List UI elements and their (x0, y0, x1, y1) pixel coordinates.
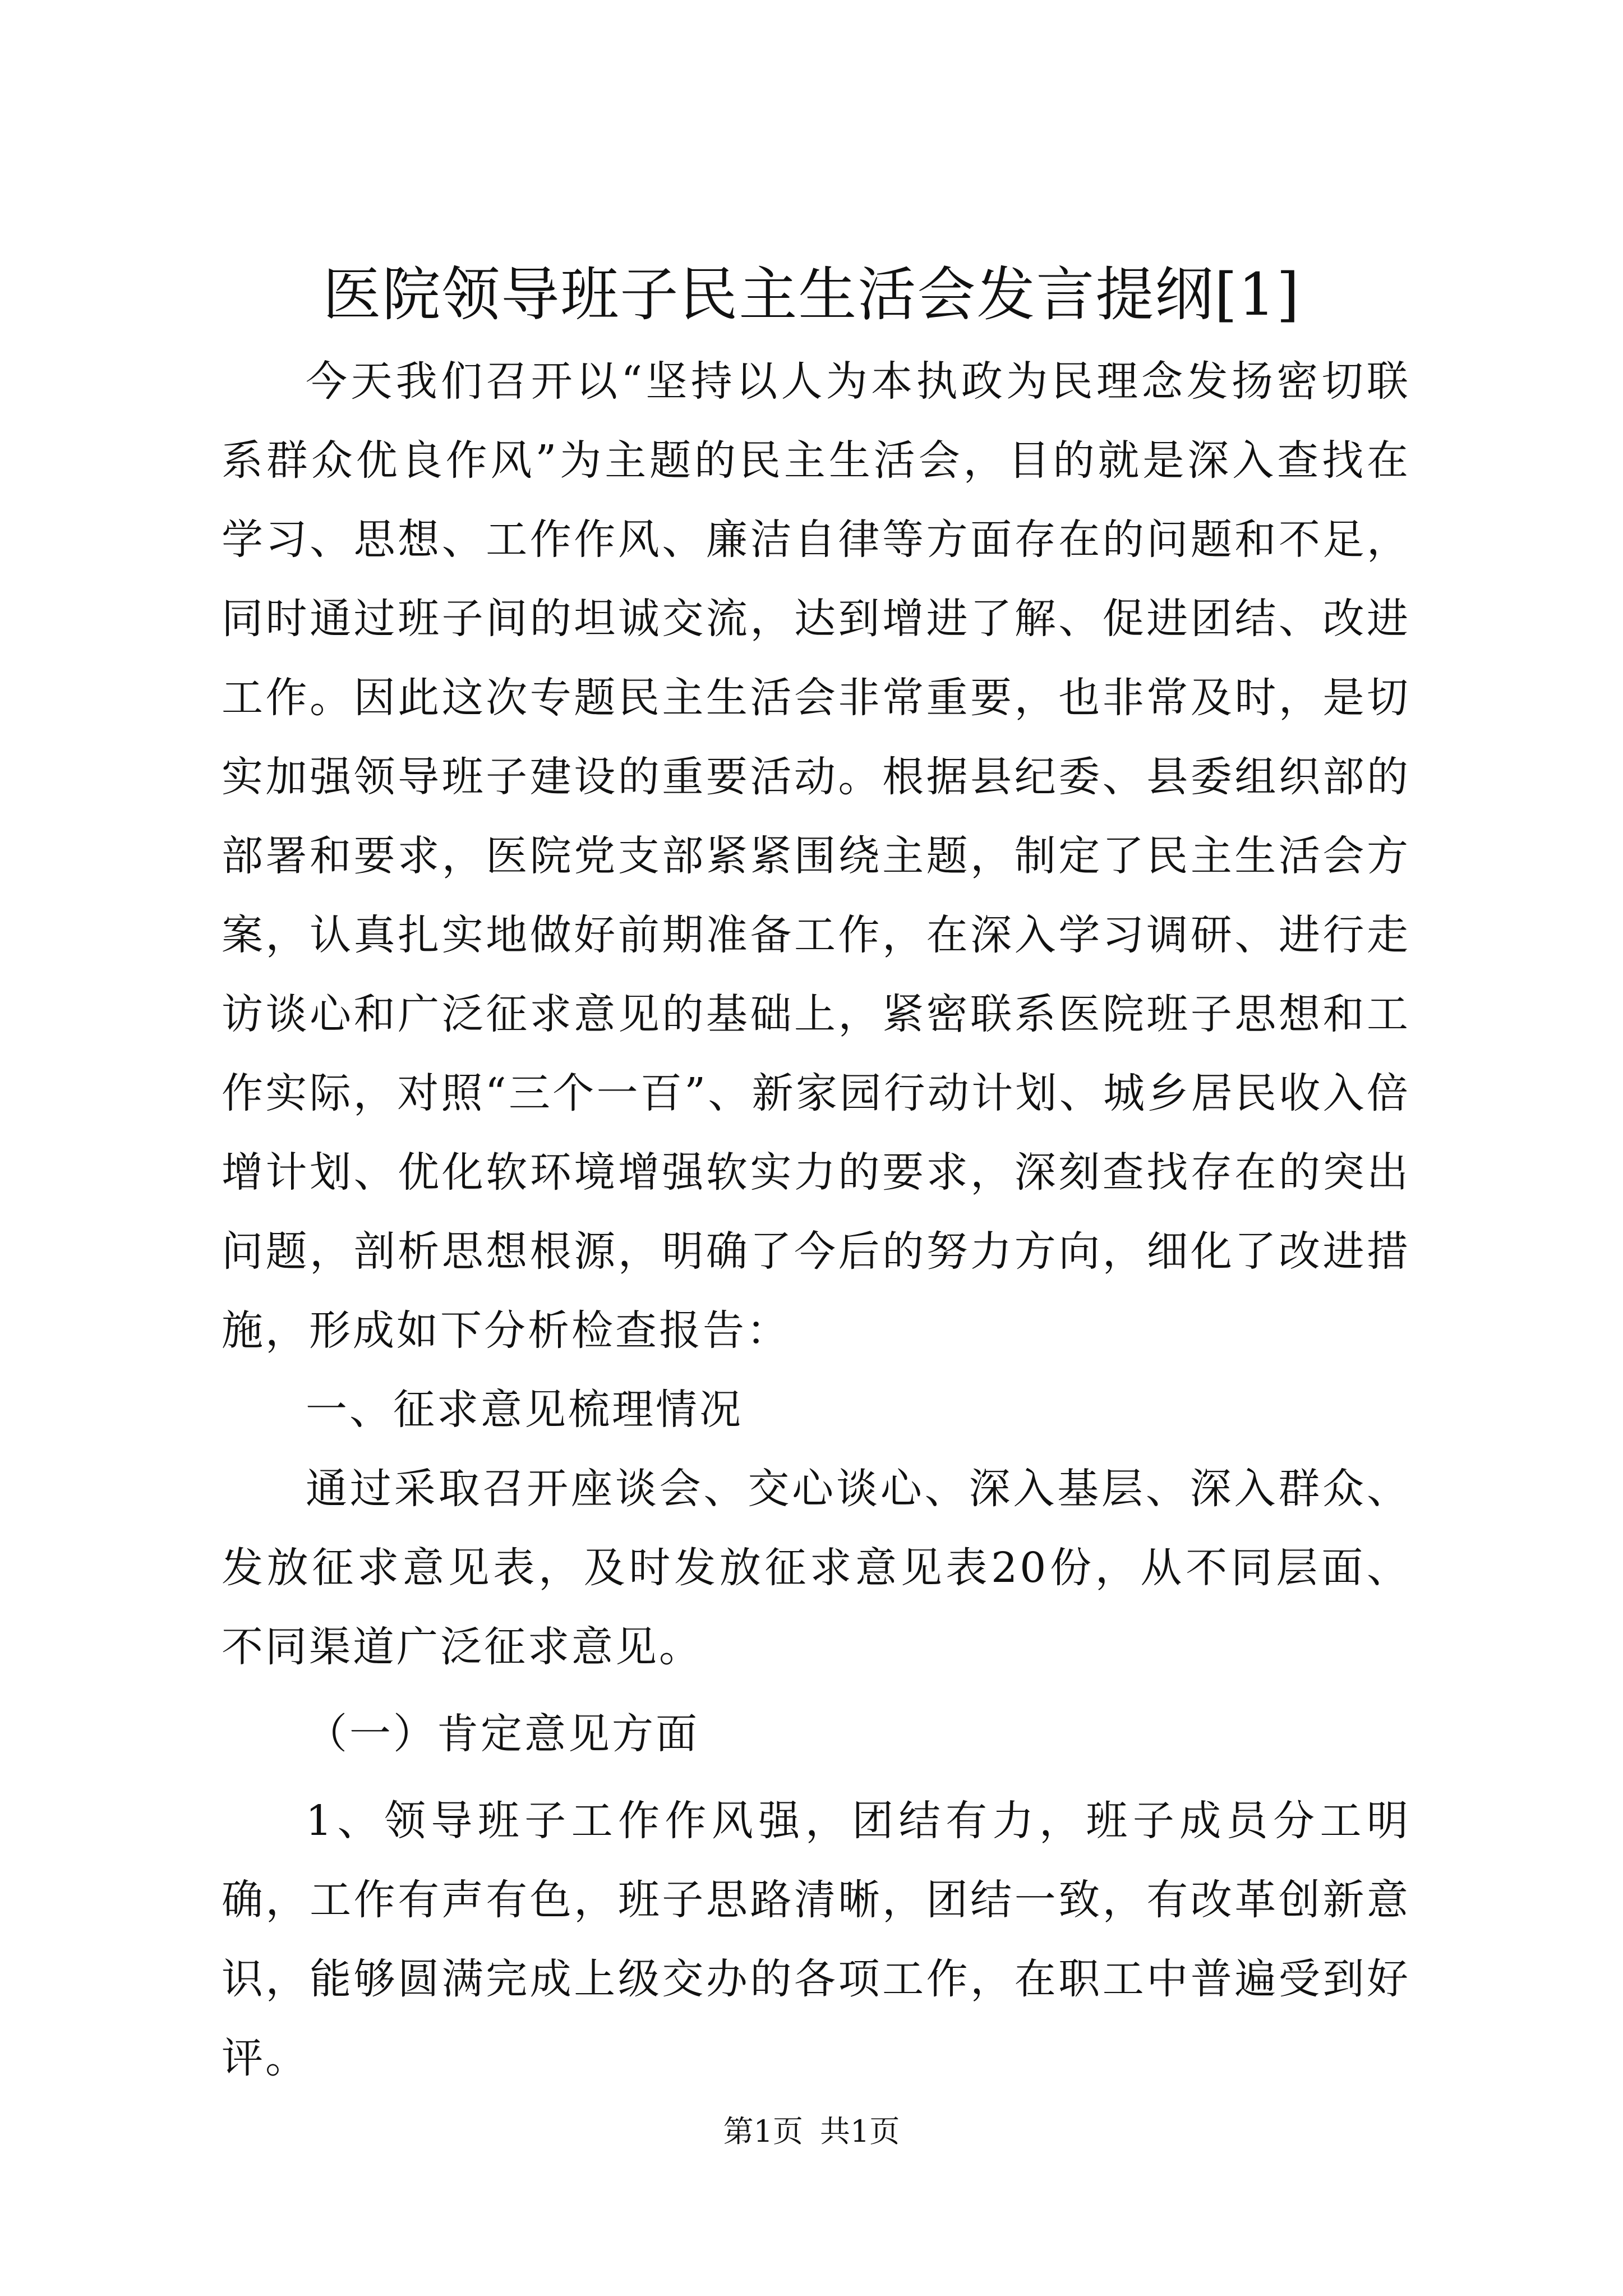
document-title: 医院领导班子民主生活会发言提纲[1] (322, 260, 1301, 329)
subsection-heading-1: （一）肯定意见方面 (306, 1710, 699, 1758)
document-body (222, 342, 1410, 2098)
page-number: 第1页 (723, 2114, 803, 2149)
page-total: 共1页 (820, 2114, 900, 2149)
page-footer (0, 2109, 1623, 2154)
paragraph-intro: 今天我们召开以“坚持以人为本执政为民理念发扬密切联系群众优良作风”为主题的民主生活会，目的就是深入查找在学习、思想、工作作风、廉洁自律等方面存在的问题和不足，同时通过班子间的坦诚交流，达到增进了解、促进团结、改进工作。因此这次专题民主生活会非常重要，也非常及时，是切实加强领导班子建设的重要活动。根据县纪委、县委组织部的部署和要求，医院党支部紧紧围绕主题，制定了民主生活会方案，认真扎实地做好前期准备工作，在深入学习调研、进行走访谈心和广泛征求意见的基础上，紧密联系医院班子思想和工作实际，对照“三个一百”、新家园行动计划、城乡居民收入倍增计划、优化软环境增强软实力的要求，深刻查找存在的突出问题，剖析思想根源，明确了今后的努力方向，细化了改进措施，形成如下分析检查报告： (222, 357, 1410, 1355)
section-heading-1: 一、征求意见梳理情况 (306, 1386, 743, 1434)
paragraph-methods: 通过采取召开座谈会、交心谈心、深入基层、深入群众、发放征求意见表，及时发放征求意见表20份，从不同层面、不同渠道广泛征求意见。 (222, 1465, 1410, 1671)
paragraph-item-1: 1、领导班子工作作风强，团结有力，班子成员分工明确，工作有声有色，班子思路清晰，团结一致，有改革创新意识，能够圆满完成上级交办的各项工作，在职工中普遍受到好评。 (222, 1797, 1410, 2082)
